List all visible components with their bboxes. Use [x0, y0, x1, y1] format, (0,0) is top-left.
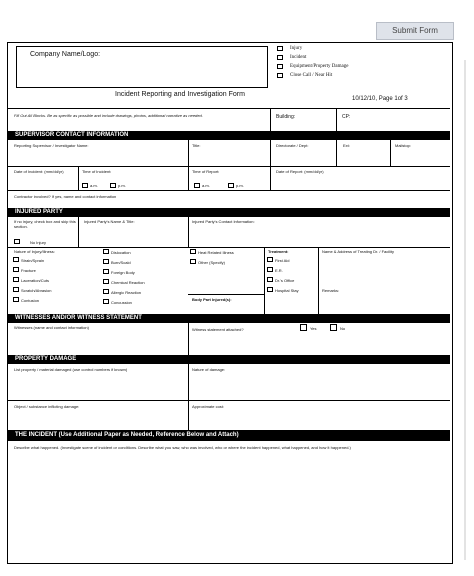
divider — [78, 217, 79, 247]
divider — [8, 400, 450, 401]
divider — [390, 140, 391, 166]
nature-of-injury-label: Nature of Injury/Illness: — [14, 249, 55, 254]
form-title: Incident Reporting and Investigation Form — [115, 91, 245, 98]
concussion-checkbox[interactable] — [103, 299, 109, 304]
supervisor-name-label: Reporting Supervisor / Investigator Name: — [14, 143, 89, 148]
divider — [188, 217, 189, 247]
first-aid-label: First Aid — [275, 258, 290, 263]
allergic-reaction-label: Allergic Reaction — [111, 290, 142, 295]
describe-label: Describe what happened. (Investigate scene of incident or conditions. Describe what you saw, who was involved, who or where the incident happened, what happened, and how it happened.) — [14, 445, 351, 450]
drs-office-checkbox[interactable] — [267, 277, 273, 282]
divider — [8, 190, 450, 191]
burn-label: Burn/Scald — [111, 260, 131, 265]
if-no-injury-label: If no injury, check box and skip this section. — [14, 219, 76, 229]
mailstop-label: Mailstop: — [395, 143, 412, 148]
witness-no-checkbox[interactable] — [330, 324, 337, 331]
divider — [188, 166, 189, 190]
injury-checkbox[interactable] — [277, 46, 283, 51]
section-incident: THE INCIDENT (Use Additional Paper as Needed, Reference Below and Attach) — [8, 430, 450, 441]
equipment-damage-checkbox[interactable] — [277, 64, 283, 69]
dislocation-label: Dislocation — [111, 250, 131, 255]
divider — [318, 247, 319, 315]
fracture-checkbox[interactable] — [13, 267, 19, 272]
treatment-label: Treatment: — [268, 249, 289, 254]
treating-dr-label: Name & Address of Treating Dr. / Facility — [322, 249, 395, 254]
divider — [336, 108, 337, 131]
report-pm-label: p.m. — [236, 183, 244, 188]
chemical-reaction-label: Chemical Reaction — [111, 280, 145, 285]
heat-illness-checkbox[interactable] — [190, 249, 196, 254]
divider — [336, 140, 337, 166]
er-checkbox[interactable] — [267, 267, 273, 272]
incident-checkbox[interactable] — [277, 55, 283, 60]
body-part-label: Body Part Injured(s): — [192, 297, 232, 302]
time-of-report-label: Time of Report: — [192, 169, 220, 174]
nature-of-damage-label: Nature of damage: — [192, 367, 226, 372]
contusion-label: Contusion — [21, 298, 40, 303]
close-call-label: Close Call / Near Hit — [290, 73, 333, 78]
strain-checkbox[interactable] — [13, 257, 19, 262]
divider — [8, 247, 450, 248]
submit-form-button[interactable]: Submit Form — [376, 22, 454, 40]
date-of-incident-label: Date of Incident: (mm/dd/yr) — [14, 169, 64, 174]
divider — [270, 166, 271, 190]
injured-name-label: Injured Party's Name & Title: — [84, 219, 135, 224]
allergic-reaction-checkbox[interactable] — [103, 289, 109, 294]
equipment-damage-label: Equipment/Property Damage — [290, 64, 349, 69]
fracture-label: Fracture — [21, 268, 36, 273]
version-text: 10/12/10, Page 1of 3 — [352, 96, 408, 102]
section-injured-party: INJURED PARTY — [8, 208, 450, 217]
cp-label: CP: — [342, 114, 351, 120]
instructions: Fill Out All Blocks. Be as specific as possible and include drawings, photos, additional narrative as needed. — [14, 113, 203, 118]
foreign-body-label: Foreign Body — [111, 270, 135, 275]
building-label: Building: — [276, 114, 296, 120]
object-label: Object / substance inflicting damage: — [14, 404, 80, 409]
dislocation-checkbox[interactable] — [103, 249, 109, 254]
directorate-label: Directorate / Dept: — [276, 143, 309, 148]
incident-am-checkbox[interactable] — [82, 183, 88, 188]
injured-contact-label: Injured Party's Contact Information: — [192, 219, 255, 224]
divider — [270, 108, 271, 131]
divider — [188, 364, 189, 430]
witness-names-label: Witnesses (name and contact information) — [14, 325, 89, 330]
injury-label: Injury — [290, 46, 303, 51]
witness-yes-checkbox[interactable] — [300, 324, 307, 331]
report-pm-checkbox[interactable] — [228, 183, 234, 188]
property-list-label: List property / material damaged (use control numbers if known) — [14, 367, 128, 372]
incident-label: Incident — [290, 55, 307, 60]
concussion-label: Concussion — [111, 300, 132, 305]
approx-cost-label: Approximate cost: — [192, 404, 225, 409]
incident-pm-label: p.m. — [118, 183, 126, 188]
time-of-incident-label: Time of Incident: — [82, 169, 112, 174]
foreign-body-checkbox[interactable] — [103, 269, 109, 274]
first-aid-checkbox[interactable] — [267, 257, 273, 262]
witness-attached-label: Witness statement attached? — [192, 327, 244, 332]
no-injury-label: No Injury — [30, 240, 47, 245]
scratch-label: Scratch/Abrasion — [21, 288, 52, 293]
scroll-edge — [464, 60, 466, 560]
hospital-stay-checkbox[interactable] — [267, 287, 273, 292]
close-call-checkbox[interactable] — [277, 73, 283, 78]
laceration-checkbox[interactable] — [13, 277, 19, 282]
heat-illness-label: Heat Related Illness — [198, 250, 234, 255]
report-am-label: a.m. — [202, 183, 210, 188]
report-am-checkbox[interactable] — [194, 183, 200, 188]
divider — [264, 247, 265, 315]
other-checkbox[interactable] — [190, 259, 196, 264]
divider — [270, 140, 271, 166]
incident-am-label: a.m. — [90, 183, 98, 188]
witness-yes-label: Yes — [310, 326, 317, 331]
other-label: Other (Specify) — [198, 260, 225, 265]
strain-label: Strain/Sprain — [21, 258, 45, 263]
divider — [78, 166, 79, 190]
scratch-checkbox[interactable] — [13, 287, 19, 292]
incident-pm-checkbox[interactable] — [110, 183, 116, 188]
ext-label: Ext: — [343, 143, 350, 148]
remarks-label: Remarks: — [322, 288, 340, 293]
divider — [8, 108, 450, 109]
contusion-checkbox[interactable] — [13, 297, 19, 302]
section-witnesses: WITNESSES AND/OR WITNESS STATEMENT — [8, 314, 450, 323]
divider — [188, 140, 189, 166]
contractor-label: Contractor involved? If yes, name and contact information — [14, 194, 117, 199]
witness-no-label: No — [340, 326, 346, 331]
burn-checkbox[interactable] — [103, 259, 109, 264]
laceration-label: Laceration/Cuts — [21, 278, 50, 283]
divider — [8, 166, 450, 167]
section-property-damage: PROPERTY DAMAGE — [8, 355, 450, 364]
no-injury-checkbox[interactable] — [14, 239, 20, 244]
incident-form — [7, 42, 453, 564]
hospital-stay-label: Hospital Stay — [275, 288, 299, 293]
divider — [188, 323, 189, 355]
date-of-report-label: Date of Report: (mm/dd/yr) — [276, 169, 324, 174]
title-label: Title: — [192, 143, 201, 148]
er-label: E.R. — [275, 268, 283, 273]
section-supervisor: SUPERVISOR CONTACT INFORMATION — [8, 131, 450, 140]
divider — [188, 294, 264, 295]
drs-office-label: Dr.'s Office — [275, 278, 295, 283]
chemical-reaction-checkbox[interactable] — [103, 279, 109, 284]
company-label: Company Name/Logo: — [30, 51, 101, 58]
